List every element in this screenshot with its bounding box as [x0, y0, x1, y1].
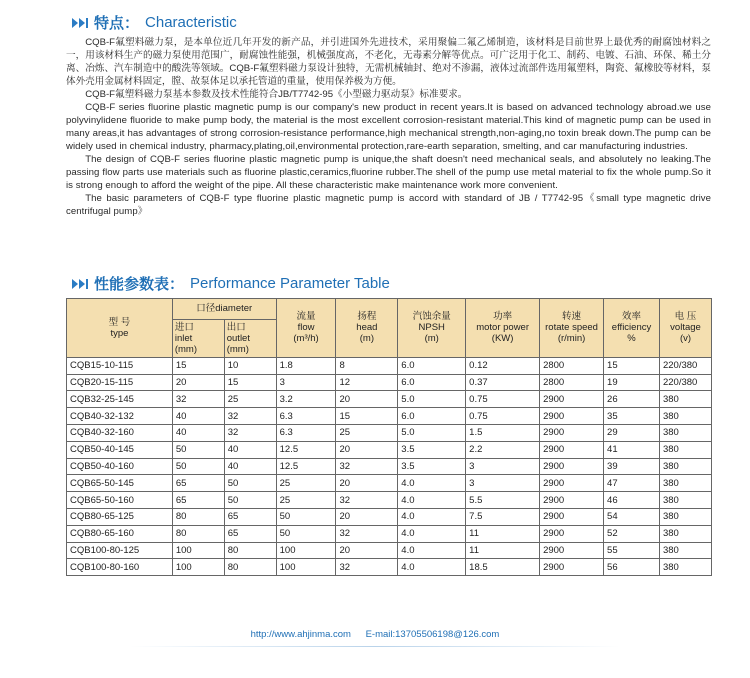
table-cell: 50: [224, 492, 276, 509]
table-cell: 40: [224, 458, 276, 475]
table-cell: 6.0: [398, 408, 466, 425]
table-cell: 6.3: [276, 424, 336, 441]
table-cell: 5.5: [466, 492, 540, 509]
header-inlet-unit: (mm): [174, 343, 197, 355]
table-cell: 50: [172, 441, 224, 458]
header-npsh-en: NPSH: [418, 322, 445, 334]
performance-table: [66, 298, 712, 576]
table-cell: 380: [659, 508, 711, 525]
table-cell: 12.5: [276, 458, 336, 475]
table-cell: 20: [336, 508, 398, 525]
table-cell: 2900: [540, 542, 604, 559]
table-cell: 2900: [540, 391, 604, 408]
table-cell: 2900: [540, 508, 604, 525]
table-cell: 15: [336, 408, 398, 425]
table-cell: CQB50-40-160: [67, 458, 173, 475]
table-cell: 10: [224, 357, 276, 374]
header-power: [466, 299, 540, 358]
header-efficiency-unit: %: [627, 333, 636, 345]
table-row: [67, 525, 712, 542]
table-cell: CQB80-65-125: [67, 508, 173, 525]
header-speed-en: rotate speed: [545, 322, 598, 334]
table-cell: 46: [604, 492, 660, 509]
table-cell: 380: [659, 441, 711, 458]
table-cell: 380: [659, 492, 711, 509]
table-row: [67, 408, 712, 425]
table-cell: 220/380: [659, 357, 711, 374]
table-cell: 12: [336, 374, 398, 391]
table-cell: 65: [224, 525, 276, 542]
table-cell: 5.0: [398, 424, 466, 441]
table-cell: 100: [276, 559, 336, 576]
table-cell: 6.0: [398, 357, 466, 374]
table-cell: 3.2: [276, 391, 336, 408]
table-cell: 15: [604, 357, 660, 374]
table-cell: 20: [172, 374, 224, 391]
table-cell: 2900: [540, 441, 604, 458]
table-cell: 0.75: [466, 391, 540, 408]
table-cell: 2.2: [466, 441, 540, 458]
table-cell: 100: [172, 559, 224, 576]
table-cell: 20: [336, 441, 398, 458]
table-cell: 54: [604, 508, 660, 525]
table-cell: 80: [172, 508, 224, 525]
table-cell: 50: [276, 508, 336, 525]
table-cell: 7.5: [466, 508, 540, 525]
header-inlet-en: inlet: [174, 332, 193, 344]
table-cell: 380: [659, 475, 711, 492]
table-cell: 2900: [540, 424, 604, 441]
table-cell: 100: [276, 542, 336, 559]
table-cell: 4.0: [398, 475, 466, 492]
heading-cn: 性能参数表：: [94, 275, 185, 293]
header-flow-cn: 流量: [296, 311, 316, 323]
table-row: [67, 542, 712, 559]
table-cell: CQB100-80-125: [67, 542, 173, 559]
table-cell: 4.0: [398, 492, 466, 509]
table-cell: 19: [604, 374, 660, 391]
paragraph-en-2: The design of CQB-F series fluorine plastic magnetic pump is unique,the shaft doesn't need mechanical seals, and absolutely no leaking.The passing flow parts use materials such as fluorine plastic,ceramics,fluorine rubber.The shell of the pump use metal material to fix the whole pump.So it is strong enough to afford the weight of the pipe. All these characteristic make maintenance work more convenient.: [66, 154, 711, 191]
table-cell: 2900: [540, 475, 604, 492]
header-head-cn: 扬程: [357, 311, 377, 323]
table-cell: 20: [336, 475, 398, 492]
section-heading-performance: [72, 273, 390, 294]
table-cell: 20: [336, 391, 398, 408]
header-inlet: [172, 319, 224, 357]
table-cell: 2900: [540, 458, 604, 475]
characteristic-text: [66, 36, 711, 218]
table-cell: 52: [604, 525, 660, 542]
table-cell: 56: [604, 559, 660, 576]
table-cell: 32: [336, 559, 398, 576]
table-cell: 55: [604, 542, 660, 559]
header-voltage-en: voltage: [670, 322, 701, 334]
table-cell: 380: [659, 408, 711, 425]
table-cell: 4.0: [398, 559, 466, 576]
table-row: [67, 441, 712, 458]
table-cell: 32: [172, 391, 224, 408]
table-cell: CQB32-25-145: [67, 391, 173, 408]
table-cell: 3.5: [398, 458, 466, 475]
header-head-unit: (m): [359, 333, 374, 345]
table-cell: 29: [604, 424, 660, 441]
header-voltage: [659, 299, 711, 358]
footer: [0, 629, 750, 640]
table-cell: 40: [172, 424, 224, 441]
table-cell: 32: [336, 492, 398, 509]
table-row: [67, 458, 712, 475]
table-cell: 380: [659, 424, 711, 441]
header-outlet-unit: (mm): [226, 343, 249, 355]
table-cell: 65: [172, 492, 224, 509]
table-cell: 41: [604, 441, 660, 458]
table-cell: 20: [336, 542, 398, 559]
header-power-en: motor power: [476, 322, 530, 334]
header-speed-unit: (r/min): [557, 333, 586, 345]
table-cell: CQB40-32-160: [67, 424, 173, 441]
table-row: [67, 391, 712, 408]
header-diameter: 口径diameter: [172, 299, 276, 320]
table-cell: 32: [224, 424, 276, 441]
table-cell: 50: [276, 525, 336, 542]
table-cell: 2900: [540, 525, 604, 542]
header-inlet-cn: 进口: [174, 321, 194, 333]
section-heading-characteristic: [72, 12, 237, 33]
table-cell: 25: [336, 424, 398, 441]
table-cell: 26: [604, 391, 660, 408]
table-cell: 3.5: [398, 441, 466, 458]
table-cell: 6.3: [276, 408, 336, 425]
header-outlet: [224, 319, 276, 357]
header-type-en: type: [110, 327, 129, 339]
table-cell: 25: [276, 492, 336, 509]
header-npsh-cn: 汽蚀余量: [412, 311, 451, 323]
fast-forward-icon: [72, 18, 88, 28]
table-cell: 11: [466, 525, 540, 542]
table-cell: CQB15-10-115: [67, 357, 173, 374]
table-cell: 3: [466, 458, 540, 475]
email-link[interactable]: E-mail:13705506198@126.com: [365, 629, 500, 640]
table-cell: CQB65-50-160: [67, 492, 173, 509]
header-efficiency: [604, 299, 660, 358]
table-body: [67, 357, 712, 575]
header-flow: [276, 299, 336, 358]
table-cell: 380: [659, 525, 711, 542]
table-cell: 40: [224, 441, 276, 458]
table-cell: 1.8: [276, 357, 336, 374]
table-cell: 39: [604, 458, 660, 475]
table-row: [67, 559, 712, 576]
website-link[interactable]: http://www.ahjinma.com: [250, 629, 351, 640]
table-cell: 32: [224, 408, 276, 425]
table-cell: 15: [172, 357, 224, 374]
table-cell: 50: [172, 458, 224, 475]
table-cell: 2900: [540, 559, 604, 576]
header-head-en: head: [356, 322, 378, 334]
paragraph-en-3: The basic parameters of CQB-F type fluorine plastic magnetic pump is accord with standard of JB / T7742-95《small type magnetic drive centrifugal pump》: [66, 193, 711, 217]
table-cell: 380: [659, 559, 711, 576]
table-row: [67, 475, 712, 492]
table-cell: 5.0: [398, 391, 466, 408]
paragraph-cn-1: CQB-F氟塑料磁力泵，是本单位近几年开发的新产品，并引进国外先进技术，采用聚偏二氟乙烯制造，该材料是目前世界上最优秀的耐腐蚀材料之一，用该材料生产的磁力泵使用范围广，耐腐蚀性能强，机械强度高，不老化，无毒素分解等优点。可广泛用于化工、制药、电镀、石油、环保、稀土分离、冶炼、汽车制造中的酸洗等领域。CQB-F氟塑料磁力泵设计独特，无需机械轴封、绝对不渗漏，液体过流部件选用氟塑料，陶瓷、氟橡胶等材料，泵体外壳用金属材料固定，膛、故泵体足以承托管道的重量，使用保养极为方便。: [66, 37, 711, 87]
header-type: [67, 299, 173, 358]
table-cell: 12.5: [276, 441, 336, 458]
table-cell: 25: [224, 391, 276, 408]
table-cell: 35: [604, 408, 660, 425]
table-cell: 1.5: [466, 424, 540, 441]
header-efficiency-cn: 效率: [622, 311, 642, 323]
table-cell: CQB80-65-160: [67, 525, 173, 542]
table-cell: 32: [336, 458, 398, 475]
header-outlet-en: outlet: [226, 332, 250, 344]
table-cell: CQB50-40-145: [67, 441, 173, 458]
fast-forward-icon: [72, 279, 88, 289]
table-header-row: [67, 299, 712, 320]
table-cell: 380: [659, 391, 711, 408]
header-power-cn: 功率: [493, 311, 513, 323]
table-cell: 3: [466, 475, 540, 492]
table-cell: 2900: [540, 492, 604, 509]
heading-en: Performance Parameter Table: [190, 275, 390, 292]
table-cell: 4.0: [398, 542, 466, 559]
table-cell: CQB40-32-132: [67, 408, 173, 425]
table-row: [67, 374, 712, 391]
header-npsh-unit: (m): [424, 333, 439, 345]
footer-divider: [130, 646, 620, 647]
header-speed-cn: 转速: [562, 311, 582, 323]
table-cell: 0.75: [466, 408, 540, 425]
table-cell: 65: [172, 475, 224, 492]
table-cell: 40: [172, 408, 224, 425]
header-outlet-cn: 出口: [226, 321, 246, 333]
table-cell: 0.37: [466, 374, 540, 391]
header-head: [336, 299, 398, 358]
header-efficiency-en: efficiency: [611, 322, 652, 334]
table-cell: 15: [224, 374, 276, 391]
table-row: [67, 424, 712, 441]
table-cell: 380: [659, 458, 711, 475]
table-cell: 2800: [540, 357, 604, 374]
table-cell: 32: [336, 525, 398, 542]
table-cell: 0.12: [466, 357, 540, 374]
paragraph-en-1: CQB-F series fluorine plastic magnetic pump is our company's new product in recent years.It is based on advanced technology abroad.we use polyvinylidene fluoride to make pump body, the material is the most excellent corrosion-resistant material.This kind of magnetic pump can be used in many areas,it has advantages of strong corrosion-resistance performance,high mechanical strength,non-aging,no toxin break down.The pump can be widely used in chemical industry, pharmacy,plating,oil,environmental protection,rare-earth separation, smelting, and car manufacturing industries.: [66, 102, 711, 152]
table-cell: 2800: [540, 374, 604, 391]
header-power-unit: (KW): [491, 333, 514, 345]
table-cell: 3: [276, 374, 336, 391]
table-cell: 4.0: [398, 525, 466, 542]
table-cell: 100: [172, 542, 224, 559]
header-npsh: [398, 299, 466, 358]
heading-cn: 特点：: [94, 14, 140, 32]
table-cell: 4.0: [398, 508, 466, 525]
table-cell: 65: [224, 508, 276, 525]
table-cell: 380: [659, 542, 711, 559]
header-flow-en: flow: [297, 322, 315, 334]
table-cell: 47: [604, 475, 660, 492]
header-type-cn: 型 号: [108, 316, 131, 328]
table-cell: CQB20-15-115: [67, 374, 173, 391]
table-row: [67, 508, 712, 525]
table-cell: 25: [276, 475, 336, 492]
table-cell: CQB65-50-145: [67, 475, 173, 492]
table-row: [67, 357, 712, 374]
table-cell: 220/380: [659, 374, 711, 391]
header-voltage-cn: 电 压: [674, 311, 697, 323]
table-cell: 80: [224, 559, 276, 576]
table-cell: 11: [466, 542, 540, 559]
table-cell: 2900: [540, 408, 604, 425]
header-voltage-unit: (v): [679, 333, 692, 345]
table-cell: 80: [224, 542, 276, 559]
paragraph-cn-2: CQB-F氟塑料磁力泵基本参数及技术性能符合JB/T7742-95《小型磁力驱动泵》标准要求。: [85, 89, 468, 100]
table-cell: 18.5: [466, 559, 540, 576]
table-cell: 6.0: [398, 374, 466, 391]
table-cell: 8: [336, 357, 398, 374]
header-flow-unit: (m³/h): [293, 333, 319, 345]
table-row: [67, 492, 712, 509]
table-cell: CQB100-80-160: [67, 559, 173, 576]
header-speed: [540, 299, 604, 358]
heading-en: Characteristic: [145, 14, 237, 31]
table-cell: 50: [224, 475, 276, 492]
table-cell: 80: [172, 525, 224, 542]
